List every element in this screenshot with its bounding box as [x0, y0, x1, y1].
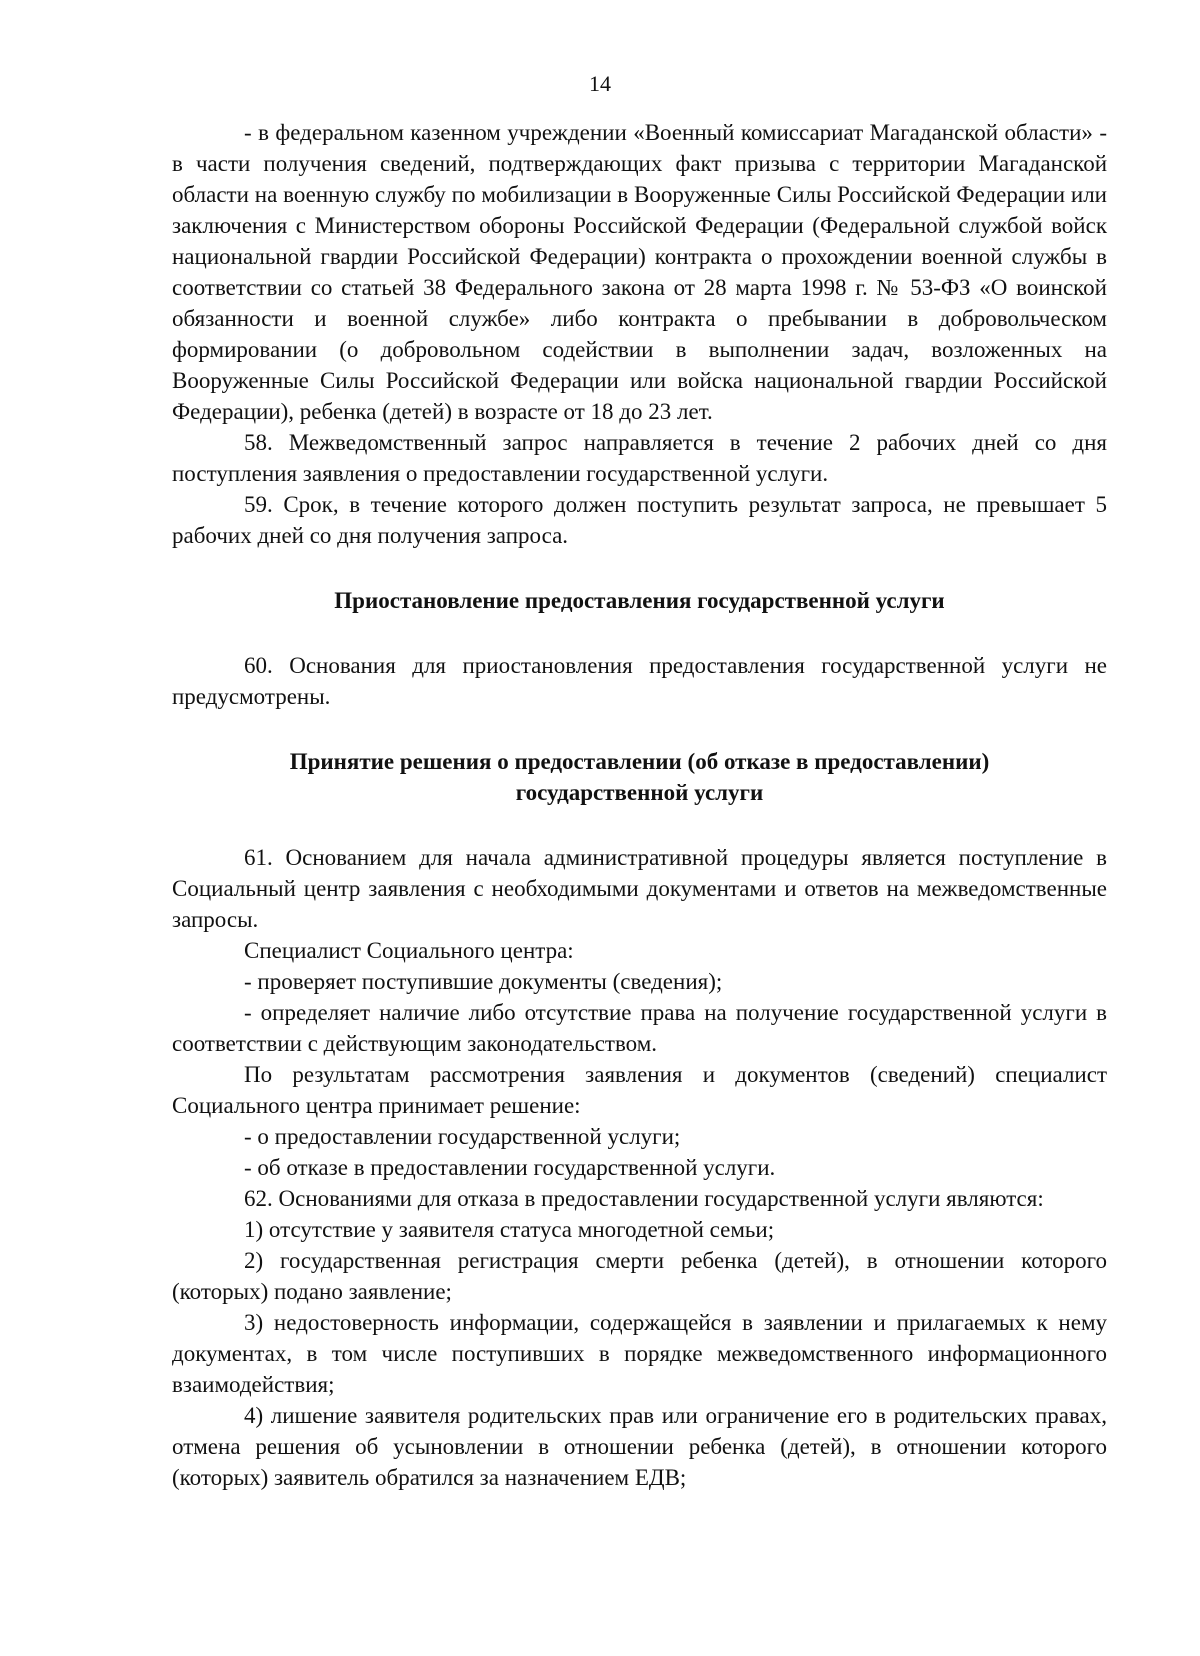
list-item-ground-1: 1) отсутствие у заявителя статуса многодетной семьи;: [244, 1217, 775, 1242]
document-body: [172, 117, 1107, 1493]
list-item-decision-refuse: - об отказе в предоставлении государственной услуги.: [244, 1155, 776, 1180]
paragraph-review-results: По результатам рассмотрения заявления и документов (сведений) специалист Социального центра принимает решение:: [172, 1062, 1107, 1118]
list-item-decision-grant: - о предоставлении государственной услуги;: [244, 1124, 681, 1149]
list-item-ground-3: 3) недостоверность информации, содержащейся в заявлении и прилагаемых к нему документах, в том числе поступивших в порядке межведомственного информационного взаимодействия;: [172, 1310, 1107, 1397]
page-number: 14: [589, 71, 611, 96]
heading-line: Принятие решения о предоставлении (об отказе в предоставлении): [289, 749, 990, 774]
heading-line: Приостановление предоставления государственной услуги: [334, 588, 945, 613]
paragraph-specialist: Специалист Социального центра:: [244, 938, 574, 963]
list-item-ground-2: 2) государственная регистрация смерти ребенка (детей), в отношении которого (которых) подано заявление;: [172, 1248, 1107, 1304]
list-item-determines-right: - определяет наличие либо отсутствие права на получение государственной услуги в соответствии с действующим законодательством.: [172, 1000, 1107, 1056]
section-heading-decision: [172, 746, 1107, 808]
paragraph-58: 58. Межведомственный запрос направляется в течение 2 рабочих дней со дня поступления заявления о предоставлении государственной услуги.: [172, 430, 1107, 486]
list-item-ground-4: 4) лишение заявителя родительских прав или ограничение его в родительских правах, отмена решения об усыновлении в отношении ребенка (детей), в отношении которого (которых) заявитель обратился за назначением ЕДВ;: [172, 1403, 1107, 1490]
paragraph-60: 60. Основания для приостановления предоставления государственной услуги не предусмотрены.: [172, 653, 1107, 709]
paragraph-military-commissariat: - в федеральном казенном учреждении «Военный комиссариат Магаданской области» - в части получения сведений, подтверждающих факт призыва с территории Магаданской области на военную службу по мобилизации в Вооруженные Силы Российской Федерации или заключения с Министерством обороны Российской Федерации (Федеральной службой войск национальной гвардии Российской Федерации) контракта о прохождении военной службы в соответствии со статьей 38 Федерального закона от 28 марта 1998 г. № 53-ФЗ «О воинской обязанности и военной службе» либо контракта о пребывании в добровольческом формировании (о добровольном содействии в выполнении задач, возложенных на Вооруженные Силы Российской Федерации или войска национальной гвардии Российской Федерации), ребенка (детей) в возрасте от 18 до 23 лет.: [172, 120, 1107, 424]
paragraph-62: 62. Основаниями для отказа в предоставлении государственной услуги являются:: [244, 1186, 1044, 1211]
heading-line: государственной услуги: [515, 780, 764, 805]
section-heading-suspension: [172, 585, 1107, 616]
paragraph-59: 59. Срок, в течение которого должен поступить результат запроса, не превышает 5 рабочих дней со дня получения запроса.: [172, 492, 1107, 548]
list-item-checks-documents: - проверяет поступившие документы (сведения);: [244, 969, 723, 994]
paragraph-61: 61. Основанием для начала административной процедуры является поступление в Социальный центр заявления с необходимыми документами и ответов на межведомственные запросы.: [172, 845, 1107, 932]
